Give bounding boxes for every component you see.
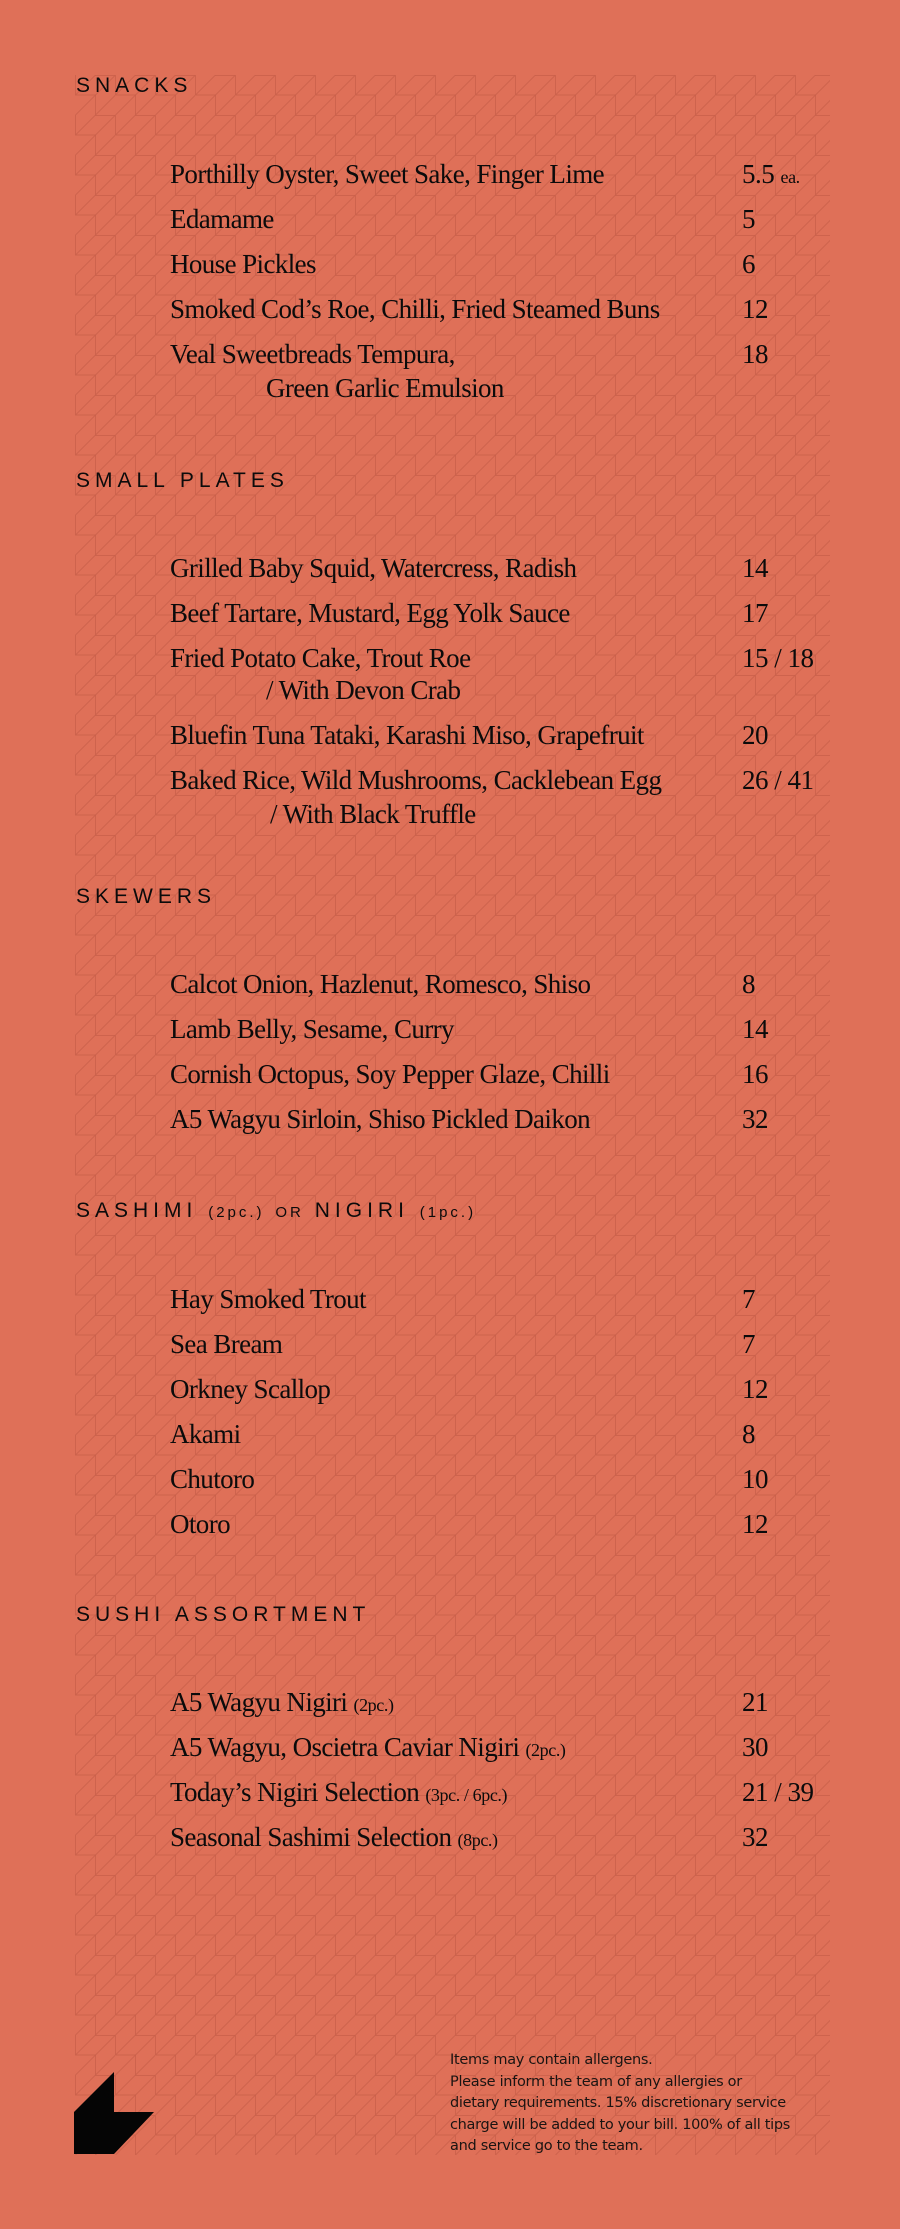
- item-name: Edamame: [170, 204, 274, 234]
- item-name: Orkney Scallop: [170, 1374, 331, 1404]
- item-name: [170, 1685, 394, 1722]
- item-price: 21 / 39: [742, 1777, 814, 1807]
- item-price: 14: [742, 1014, 768, 1044]
- item-qty: (2pc.): [525, 1740, 566, 1760]
- item-price: 8: [742, 1419, 755, 1449]
- title-nigiri-qty: (1pc.): [419, 1204, 477, 1221]
- item-name-continuation: / With Devon Crab: [266, 675, 461, 705]
- item-price: 32: [742, 1104, 768, 1134]
- item-qty: (3pc. / 6pc.): [425, 1785, 508, 1805]
- item-name-text: Seasonal Sashimi Selection: [170, 1822, 452, 1852]
- item-name: Sea Bream: [170, 1329, 283, 1359]
- section-title: SUSHI ASSORTMENT: [76, 1603, 371, 1626]
- title-or: OR: [275, 1204, 304, 1221]
- item-name: [170, 1820, 498, 1857]
- price-unit-note: ea.: [780, 167, 800, 187]
- item-name: Calcot Onion, Hazlenut, Romesco, Shiso: [170, 969, 591, 999]
- item-name-text: Today’s Nigiri Selection: [170, 1777, 420, 1807]
- section-title: SNACKS: [76, 74, 193, 97]
- note-line: dietary requirements. 15% discretionary service: [450, 2095, 786, 2111]
- item-price: 14: [742, 553, 768, 583]
- item-price: 30: [742, 1732, 768, 1762]
- item-name: Hay Smoked Trout: [170, 1284, 366, 1314]
- section-title: [76, 1200, 476, 1221]
- item-name: [170, 1775, 507, 1812]
- title-nigiri: NIGIRI: [314, 1199, 409, 1222]
- item-qty: (2pc.): [353, 1695, 394, 1715]
- item-price: 6: [742, 249, 755, 279]
- item-name: Bluefin Tuna Tataki, Karashi Miso, Grapefruit: [170, 720, 644, 750]
- title-sashimi-qty: (2pc.): [208, 1204, 265, 1221]
- item-price: 32: [742, 1822, 768, 1852]
- item-name: Akami: [170, 1419, 241, 1449]
- note-line: Items may contain allergens.: [450, 2052, 653, 2068]
- item-name: Cornish Octopus, Soy Pepper Glaze, Chilli: [170, 1059, 610, 1089]
- item-price: 15 / 18: [742, 643, 814, 673]
- item-name: Baked Rice, Wild Mushrooms, Cacklebean Egg: [170, 765, 662, 795]
- brand-arrow-logo-icon: [74, 2072, 156, 2154]
- section-title: SMALL PLATES: [76, 469, 289, 492]
- item-price: 16: [742, 1059, 768, 1089]
- price-value: 5.5: [742, 159, 775, 189]
- item-name-text: A5 Wagyu, Oscietra Caviar Nigiri: [170, 1732, 520, 1762]
- item-price: 10: [742, 1464, 768, 1494]
- item-price: 12: [742, 1374, 768, 1404]
- item-price: 21: [742, 1687, 768, 1717]
- item-name: Smoked Cod’s Roe, Chilli, Fried Steamed Buns: [170, 294, 660, 324]
- item-name: House Pickles: [170, 249, 316, 279]
- item-name: A5 Wagyu Sirloin, Shiso Pickled Daikon: [170, 1104, 591, 1134]
- item-name-text: A5 Wagyu Nigiri: [170, 1687, 348, 1717]
- item-name: Beef Tartare, Mustard, Egg Yolk Sauce: [170, 598, 570, 628]
- item-price: 5: [742, 204, 755, 234]
- item-name: Grilled Baby Squid, Watercress, Radish: [170, 553, 577, 583]
- item-price: 26 / 41: [742, 765, 814, 795]
- section-title: SKEWERS: [76, 885, 217, 908]
- item-price: 8: [742, 969, 755, 999]
- note-line: Please inform the team of any allergies or: [450, 2073, 742, 2090]
- item-name: [170, 1730, 566, 1767]
- item-price: 12: [742, 294, 768, 324]
- item-name: Porthilly Oyster, Sweet Sake, Finger Lime: [170, 159, 605, 189]
- item-name: Fried Potato Cake, Trout Roe: [170, 643, 471, 673]
- item-price: 7: [742, 1329, 755, 1359]
- item-name: Lamb Belly, Sesame, Curry: [170, 1014, 454, 1044]
- note-line: charge will be added to your bill. 100% of all tips: [450, 2116, 791, 2133]
- item-price: 20: [742, 720, 768, 750]
- item-name-continuation: / With Black Truffle: [270, 799, 476, 829]
- item-price: 17: [742, 598, 768, 628]
- item-name: Otoro: [170, 1509, 230, 1539]
- item-name-continuation: Green Garlic Emulsion: [266, 373, 504, 403]
- item-name: Veal Sweetbreads Tempura,: [170, 339, 455, 369]
- allergen-service-note: [450, 2050, 840, 2158]
- item-price: 12: [742, 1509, 768, 1539]
- item-price: [742, 157, 800, 194]
- item-qty: (8pc.): [457, 1830, 498, 1850]
- note-line: and service go to the team.: [450, 2138, 643, 2154]
- item-price: 18: [742, 339, 768, 369]
- item-price: 7: [742, 1284, 755, 1314]
- title-sashimi: SASHIMI: [76, 1199, 198, 1222]
- item-name: Chutoro: [170, 1464, 255, 1494]
